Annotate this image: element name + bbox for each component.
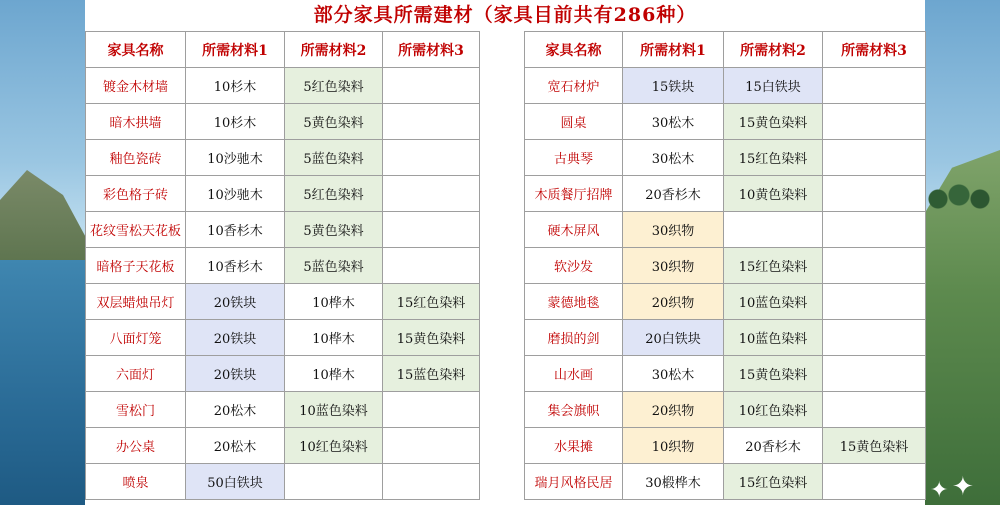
material-cell-left: 10桦木 [285, 284, 383, 320]
header-material2-right: 所需材料2 [724, 32, 823, 68]
column-gap [480, 212, 525, 248]
header-material1-left: 所需材料1 [186, 32, 285, 68]
column-gap [480, 140, 525, 176]
furniture-materials-table-panel [85, 0, 925, 505]
table-row [86, 356, 926, 392]
material-cell-left: 20松木 [186, 392, 285, 428]
material-cell-left: 5红色染料 [285, 176, 383, 212]
material-cell-right [823, 248, 926, 284]
furniture-name-right: 山水画 [525, 356, 623, 392]
material-cell-right: 30织物 [623, 212, 724, 248]
material-cell-right: 10蓝色染料 [724, 320, 823, 356]
material-cell-right: 10红色染料 [724, 392, 823, 428]
header-material3-right: 所需材料3 [823, 32, 926, 68]
material-cell-left [383, 176, 480, 212]
material-cell-right: 10织物 [623, 428, 724, 464]
column-gap [480, 104, 525, 140]
material-cell-left: 5蓝色染料 [285, 248, 383, 284]
furniture-name-right: 圆桌 [525, 104, 623, 140]
material-cell-left: 10香杉木 [186, 212, 285, 248]
table-row [86, 248, 926, 284]
material-cell-right: 15红色染料 [724, 464, 823, 500]
material-cell-right [823, 104, 926, 140]
table-row [86, 176, 926, 212]
material-cell-left: 15黄色染料 [383, 320, 480, 356]
material-cell-right: 15黄色染料 [823, 428, 926, 464]
material-cell-right: 15白铁块 [724, 68, 823, 104]
material-cell-left [383, 392, 480, 428]
column-gap [480, 464, 525, 500]
material-cell-right: 30松木 [623, 104, 724, 140]
material-cell-left: 10沙驰木 [186, 140, 285, 176]
table-row [86, 212, 926, 248]
material-cell-right [823, 284, 926, 320]
material-cell-left: 20铁块 [186, 356, 285, 392]
column-gap [480, 392, 525, 428]
furniture-name-right: 硬木屏风 [525, 212, 623, 248]
furniture-name-right: 软沙发 [525, 248, 623, 284]
materials-table [85, 31, 926, 500]
table-row [86, 140, 926, 176]
material-cell-right: 15黄色染料 [724, 104, 823, 140]
header-material3-left: 所需材料3 [383, 32, 480, 68]
table-header-row [86, 32, 926, 68]
material-cell-right: 20织物 [623, 284, 724, 320]
material-cell-right [823, 176, 926, 212]
material-cell-right [823, 212, 926, 248]
furniture-name-right: 古典琴 [525, 140, 623, 176]
material-cell-left: 15蓝色染料 [383, 356, 480, 392]
table-row [86, 464, 926, 500]
table-row [86, 104, 926, 140]
furniture-name-right: 集会旗帜 [525, 392, 623, 428]
furniture-name-left: 暗格子天花板 [86, 248, 186, 284]
sparkle-icon: ✦ [952, 472, 974, 502]
furniture-name-left: 雪松门 [86, 392, 186, 428]
furniture-name-left: 八面灯笼 [86, 320, 186, 356]
material-cell-right: 30织物 [623, 248, 724, 284]
material-cell-left [383, 140, 480, 176]
furniture-name-left: 六面灯 [86, 356, 186, 392]
material-cell-left [383, 248, 480, 284]
material-cell-left [383, 104, 480, 140]
furniture-name-left: 镀金木材墙 [86, 68, 186, 104]
material-cell-right: 20织物 [623, 392, 724, 428]
column-gap [480, 428, 525, 464]
material-cell-left: 10杉木 [186, 104, 285, 140]
header-name-right: 家具名称 [525, 32, 623, 68]
material-cell-right: 20白铁块 [623, 320, 724, 356]
furniture-name-right: 宽石材炉 [525, 68, 623, 104]
material-cell-left: 5蓝色染料 [285, 140, 383, 176]
left-water [0, 260, 90, 505]
header-material2-left: 所需材料2 [285, 32, 383, 68]
furniture-name-right: 木质餐厅招牌 [525, 176, 623, 212]
material-cell-left: 10桦木 [285, 320, 383, 356]
page-title: 部分家具所需建材（家具目前共有286种） [313, 4, 697, 26]
material-cell-right: 20香杉木 [623, 176, 724, 212]
material-cell-left [383, 428, 480, 464]
table-row [86, 284, 926, 320]
material-cell-left: 5黄色染料 [285, 104, 383, 140]
material-cell-left [383, 68, 480, 104]
material-cell-left: 5黄色染料 [285, 212, 383, 248]
furniture-name-right: 磨损的剑 [525, 320, 623, 356]
material-cell-left: 20铁块 [186, 284, 285, 320]
material-cell-left: 10蓝色染料 [285, 392, 383, 428]
material-cell-right: 20香杉木 [724, 428, 823, 464]
material-cell-right: 30椴桦木 [623, 464, 724, 500]
material-cell-right: 10黄色染料 [724, 176, 823, 212]
material-cell-right: 15红色染料 [724, 140, 823, 176]
furniture-name-left: 釉色瓷砖 [86, 140, 186, 176]
material-cell-right [724, 212, 823, 248]
material-cell-left: 10沙驰木 [186, 176, 285, 212]
furniture-name-left: 双层蜡烛吊灯 [86, 284, 186, 320]
column-gap [480, 176, 525, 212]
material-cell-right [823, 320, 926, 356]
material-cell-right [823, 68, 926, 104]
material-cell-right: 15黄色染料 [724, 356, 823, 392]
furniture-name-left: 办公桌 [86, 428, 186, 464]
header-name-left: 家具名称 [86, 32, 186, 68]
furniture-name-left: 彩色格子砖 [86, 176, 186, 212]
furniture-name-left: 花纹雪松天花板 [86, 212, 186, 248]
table-row [86, 392, 926, 428]
material-cell-left: 15红色染料 [383, 284, 480, 320]
furniture-name-right: 瑞月风格民居 [525, 464, 623, 500]
column-gap [480, 248, 525, 284]
table-body [86, 32, 926, 500]
column-gap [480, 320, 525, 356]
column-gap [480, 284, 525, 320]
material-cell-right [823, 464, 926, 500]
header-material1-right: 所需材料1 [623, 32, 724, 68]
material-cell-left: 20松木 [186, 428, 285, 464]
sparkle-icon: ✦ [930, 478, 949, 503]
material-cell-left: 10香杉木 [186, 248, 285, 284]
furniture-name-right: 蒙德地毯 [525, 284, 623, 320]
furniture-name-left: 喷泉 [86, 464, 186, 500]
material-cell-left [285, 464, 383, 500]
material-cell-left: 10桦木 [285, 356, 383, 392]
material-cell-right: 15铁块 [623, 68, 724, 104]
column-gap [480, 356, 525, 392]
furniture-name-left: 暗木拱墙 [86, 104, 186, 140]
table-row [86, 68, 926, 104]
material-cell-left [383, 212, 480, 248]
right-trees [924, 175, 994, 215]
material-cell-left [383, 464, 480, 500]
material-cell-left: 10杉木 [186, 68, 285, 104]
table-row [86, 428, 926, 464]
material-cell-right [823, 356, 926, 392]
furniture-name-right: 水果摊 [525, 428, 623, 464]
column-gap [480, 68, 525, 104]
table-row [86, 320, 926, 356]
material-cell-left: 5红色染料 [285, 68, 383, 104]
material-cell-right: 15红色染料 [724, 248, 823, 284]
material-cell-left: 20铁块 [186, 320, 285, 356]
material-cell-right: 30松木 [623, 356, 724, 392]
column-gap [480, 32, 525, 68]
material-cell-right [823, 140, 926, 176]
material-cell-right: 10蓝色染料 [724, 284, 823, 320]
material-cell-left: 10红色染料 [285, 428, 383, 464]
material-cell-right [823, 392, 926, 428]
material-cell-right: 30松木 [623, 140, 724, 176]
material-cell-left: 50白铁块 [186, 464, 285, 500]
